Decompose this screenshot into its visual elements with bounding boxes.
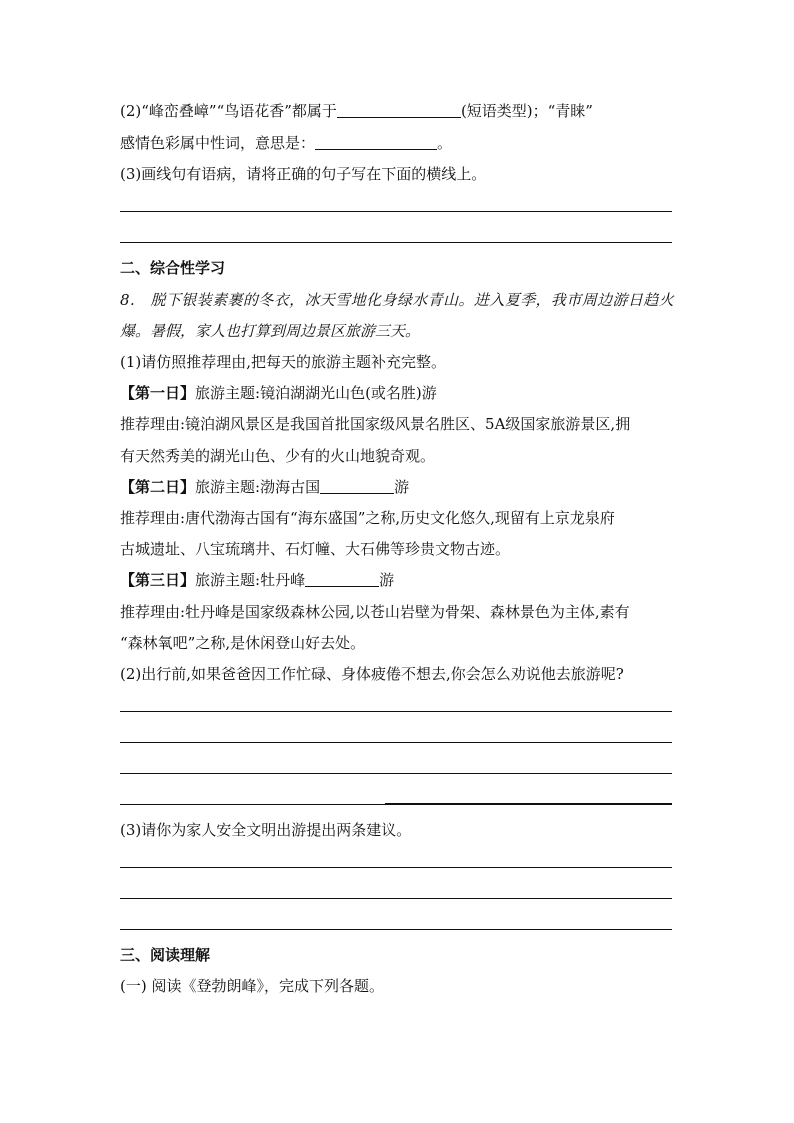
answer-line[interactable] [120,711,672,712]
answer-line[interactable] [120,804,385,805]
answer-line[interactable] [385,803,672,805]
day3-theme [120,570,394,590]
q3-prompt: (3)画线句有语病，请将正确的句子写在下面的横线上。 [120,165,487,183]
q2-text-a: (2)“峰峦叠嶂”“鸟语花香”都属于 [120,102,337,120]
answer-line[interactable] [120,929,672,930]
q8-intro-line-2: 爆。暑假，家人也打算到周边景区旅游三天。 [120,322,421,340]
q8-intro-line-1: 8. 脱下银装素裹的冬衣，冰天雪地化身绿水青山。进入夏季，我市周边游日趋火 [120,291,675,309]
answer-line[interactable] [120,211,672,212]
day3-reason-line-2: “森林氧吧”之称,是休闲登山好去处。 [120,634,366,652]
day1-reason-line-2: 有天然秀美的湖光山色、少有的火山地貌奇观。 [120,447,436,465]
day2-theme-suffix: 游 [394,478,410,496]
day1-theme-text: 旅游主题:镜泊湖湖光山色(或名胜)游 [195,384,437,402]
answer-line[interactable] [120,867,672,868]
day3-theme-blank[interactable] [305,571,379,587]
answer-line[interactable] [120,773,672,774]
section-heading-comprehensive-study: 二、综合性学习 [120,259,226,277]
reading-intro: (一) 阅读《登勃朗峰》，完成下列各题。 [120,977,384,995]
day2-theme-blank[interactable] [320,478,394,494]
day3-theme-suffix: 游 [379,571,395,589]
day3-label: 【第三日】 [120,571,196,589]
q2-line-1 [120,101,593,121]
day2-theme [120,477,409,497]
day3-reason-line-1: 推荐理由:牡丹峰是国家级森林公园,以苍山岩壁为骨架、森林景色为主体,素有 [120,603,630,621]
day2-label: 【第二日】 [120,478,196,496]
q2-text-b: (短语类型)；“青睐” [460,102,593,120]
day3-theme-text: 旅游主题:牡丹峰 [195,571,306,589]
section-heading-reading: 三、阅读理解 [120,946,211,964]
q8-sub2-prompt: (2)出行前,如果爸爸因工作忙碌、身体疲倦不想去,你会怎么劝说他去旅游呢? [120,665,624,683]
q2-text-d: 。 [437,134,453,152]
q2-answer-blank-1[interactable] [337,102,461,118]
answer-line[interactable] [120,898,672,899]
q2-line-2 [120,133,452,153]
day2-theme-text: 旅游主题:渤海古国 [195,478,321,496]
q8-sub3-prompt: (3)请你为家人安全文明出游提出两条建议。 [120,821,412,839]
q2-answer-blank-2[interactable] [315,134,437,150]
q8-sub1-prompt: (1)请仿照推荐理由,把每天的旅游主题补充完整。 [120,353,447,371]
day1-reason-line-1: 推荐理由:镜泊湖风景区是我国首批国家级风景名胜区、5A级国家旅游景区,拥 [120,415,631,433]
answer-line[interactable] [120,742,672,743]
day2-reason-line-1: 推荐理由:唐代渤海古国有“海东盛国”之称,历史文化悠久,现留有上京龙泉府 [120,509,615,527]
q2-text-c: 感情色彩属中性词，意思是： [120,134,316,152]
day1-label: 【第一日】 [120,384,196,402]
day1-theme [120,383,437,403]
answer-line[interactable] [120,242,672,243]
day2-reason-line-2: 古城遗址、八宝琉璃井、石灯幢、大石佛等珍贵文物古迹。 [120,540,511,558]
